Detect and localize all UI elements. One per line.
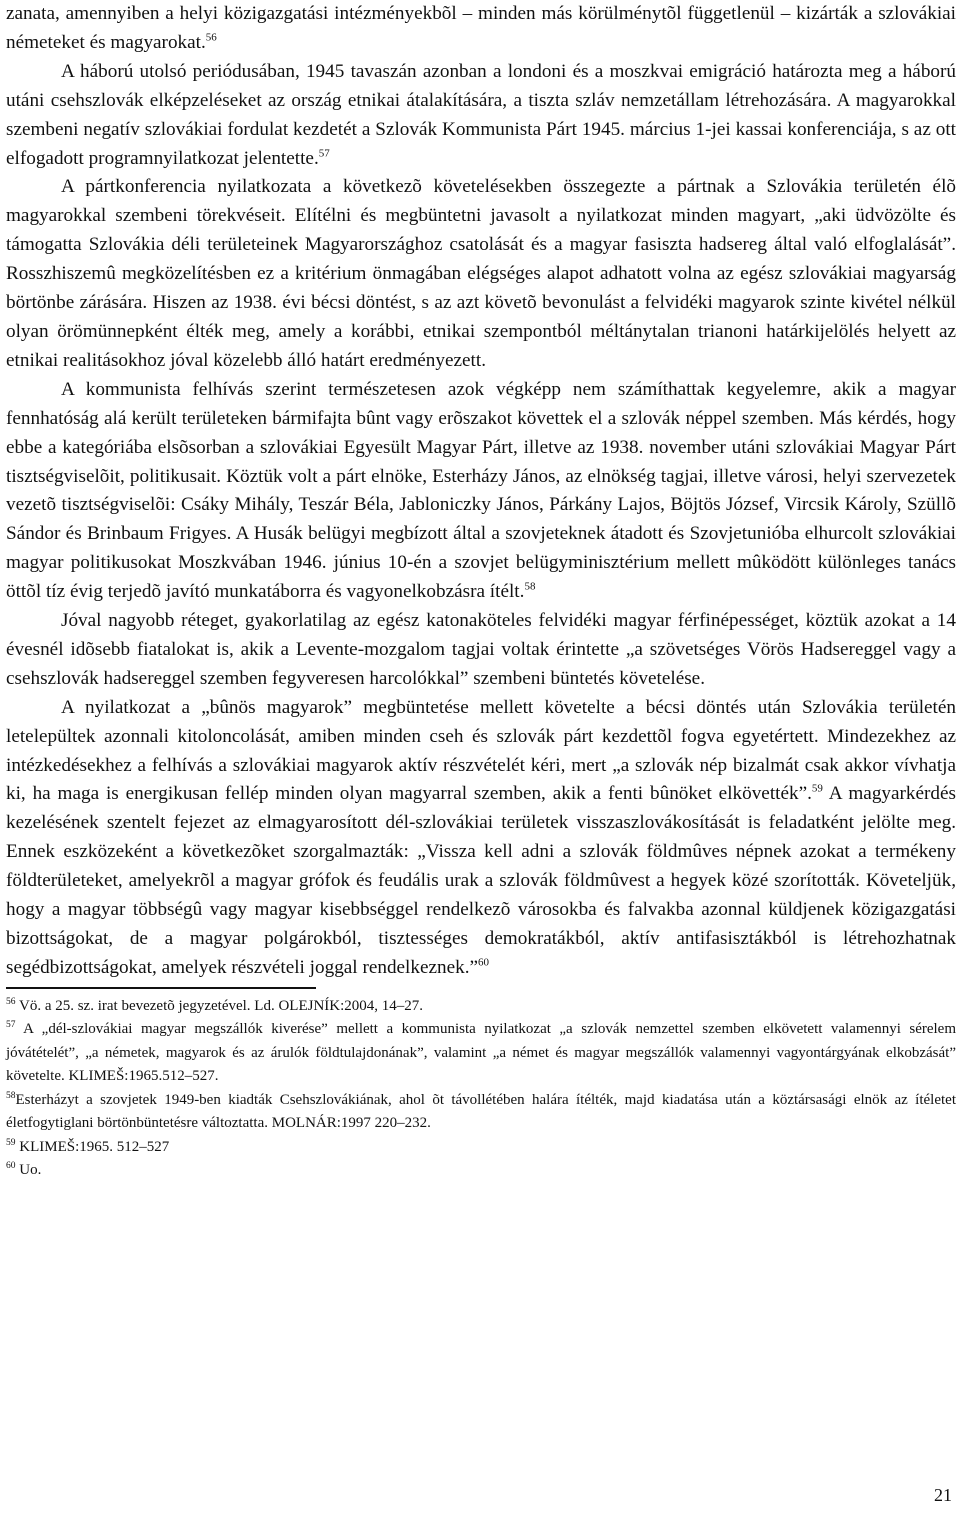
footnote-ref-59[interactable]: 59: [811, 783, 823, 796]
page-number: 21: [934, 1485, 952, 1505]
footnote-59: $^{59}$ KLIMEŠ:1965. 512–527: [6, 1137, 170, 1155]
footnote-ref-60[interactable]: 60: [478, 956, 490, 969]
footnote-60: $^{60}$ Uo.: [6, 1161, 42, 1179]
paragraph-4: A kommunista felhívás szerint természetesen azok végképp nem számíthattak kegyelemre, akik a magyar fennhatóság alá került területeken bármifajta bûnt vagy erõszakot követtek el a szlovák néppel szemben. Más kérdés, hogy ebbe a kategóriába elsõsorban a szlovákiai Egyesült Magyar Párt, illetve az 1938. november utáni szlovákiai Magyar Párt tisztségviselõit, politikusait. Köztük volt a párt elnöke, Esterházy János, az elnökség tagjai, illetve városi, helyi szervezetek vezetõ tisztségviselõi: Csáky Mihály, Teszár Béla, Jabloniczky János, Párkány Lajos, Böjtös József, Vircsik Károly, Szüllõ Sándor és Brinbaum Frigyes. A Husák belügyi megbízott által a szovjeteknek átadott és Szovjetunióba elhurcolt szlovákiai magyar politikusokat Moszkvában 1946. június 10-én a szovjet belügyminisztérium mellett mûködött különleges tanács öttõl tíz évig terjedõ javító munkatáborra és vagyonelkobzásra ítélt.$^{58}$: [6, 378, 956, 603]
paragraph-6: A nyilatkozat a „bûnös magyarok” megbüntetése mellett követelte a bécsi döntés után Szlovákia területén letelepültek azonnali kitoloncolását, amiben minden cseh és szlovák párt kezdettõl fogva egyetértett. Mindezekhez az intézkedésekhez a felhívás a szlovákiai magyarok aktív részvételét kéri, mert „a szlovák nép bizalmát csak akkor vívhatja ki, ha maga is energikusan fellép minden olyan magyarral szemben, akik a fenti bûnöket elkövették”.$^{59}$ A magyarkérdés kezelésének szentelt fejezet az elmagyarosított dél-szlovákiai területek visszaszlovákosítását is feladatként jelölte meg. Ennek eszközeként a következõket szorgalmazták: „Vissza kell adni a szlovák földmûves népnek azokat a termékeny földterületeket, amelyekrõl a magyar grófok és feudális urak a szlovák földmûvest a hegyek közé szorították. Követeljük, hogy a magyar többségû vagy magyar kisebbséggel rendelkezõ városokba és falvakba azonnal küldjenek közigazgatási bizottságokat, de a magyar polgárokból, tisztességes demokratákból, aktív antifasisztákból is létrehozhatnak segédbizottságokat, amelyek részvételi joggal rendelkeznek.”$^{60}$: [6, 696, 956, 978]
paragraph-3: A pártkonferencia nyilatkozata a következõ követelésekben összegezte a pártnak a Szlovákia területén élõ magyarokkal szembeni törekvéseit. Elítélni és megbüntetni javasolt a nyilatkozat minden magyart, „aki üdvözölte és támogatta Szlovákia déli területeinek Magyarországhoz csatolását és a magyar fasiszta hadsereg által való elfoglalását”. Rosszhiszemû megközelítésben ez a kritérium önmagában elégséges alapot adhatott volna az egész szlovákiai magyarság börtönbe zárására. Hiszen az 1938. évi bécsi döntést, s az azt követõ bevonulást a felvidéki magyarok szinte kivétel nélkül olyan örömünnepként élték meg, amely a korábbi, etnikai szempontból méltánytalan trianoni határkijelölés helyett az etnikai realitásokhoz jóval közelebb álló határt eredményezett.: [6, 176, 956, 371]
footnote-ref-58[interactable]: 58: [524, 580, 536, 593]
footnote-ref-57[interactable]: 57: [318, 147, 330, 160]
paragraph-2: A háború utolsó periódusában, 1945 tavaszán azonban a londoni és a moszkvai emigráció határozta meg a háború utáni csehszlovák elképzeléseket az ország etnikai átalakítására, a tiszta szláv nemzetállam létrehozására. A magyarokkal szembeni negatív szlovákiai fordulat kezdetét a Szlovák Kommunista Párt 1945. március 1-jei kassai konferenciája, s az ott elfogadott programnyilatkozat jelentette.$^{57}$: [6, 60, 956, 169]
footnote-58: $^{58}$Esterházyt a szovjetek 1949-ben kiadták Csehszlovákiának, ahol õt távollétében halára ítélték, majd kiadatása után a köztársasági elnök az ítéletet életfogytiglani börtönbüntetésre változtatta. MOLNÁR:1997 220–232.: [6, 1090, 956, 1132]
footnote-separator: [6, 987, 316, 989]
paragraph-5: Jóval nagyobb réteget, gyakorlatilag az egész katonaköteles felvidéki magyar férfinépességet, köztük azokat a 14 évesnél idõsebb fiatalokat is, akik a Levente-mozgalom tagjai voltak érintette „a szövetséges Vörös Hadsereggel vagy a csehszlovák hadsereggel szemben fegyveresen harcolókkal” szembeni büntetés követelése.: [6, 610, 956, 689]
footnote-57: $^{57}$ A „dél-szlovákiai magyar megszállók kiverése” mellett a kommunista nyilatkozat „a szlovák nemzettel szemben elkövetett valamennyi sérelem jóvátételét”, „a németek, magyarok és az árulók földtulajdonának”, valamint „a német és magyar megszállók valamennyi vagyontárgyának elkobzását” követelte. KLIMEŠ:1965.512–527.: [6, 1020, 956, 1085]
paragraph-1: zanata, amennyiben a helyi közigazgatási intézményekbõl – minden más körülménytõl függetlenül – kizárták a szlovákiai németeket és magyarokat.$^{56}$: [6, 3, 956, 53]
footnote-ref-56[interactable]: 56: [205, 31, 217, 44]
body-text: [6, 0, 956, 983]
footnote-56: $^{56}$ Vö. a 25. sz. irat bevezetõ jegyzetével. Ld. OLEJNÍK:2004, 14–27.: [6, 996, 424, 1014]
footnotes: [6, 995, 956, 1183]
